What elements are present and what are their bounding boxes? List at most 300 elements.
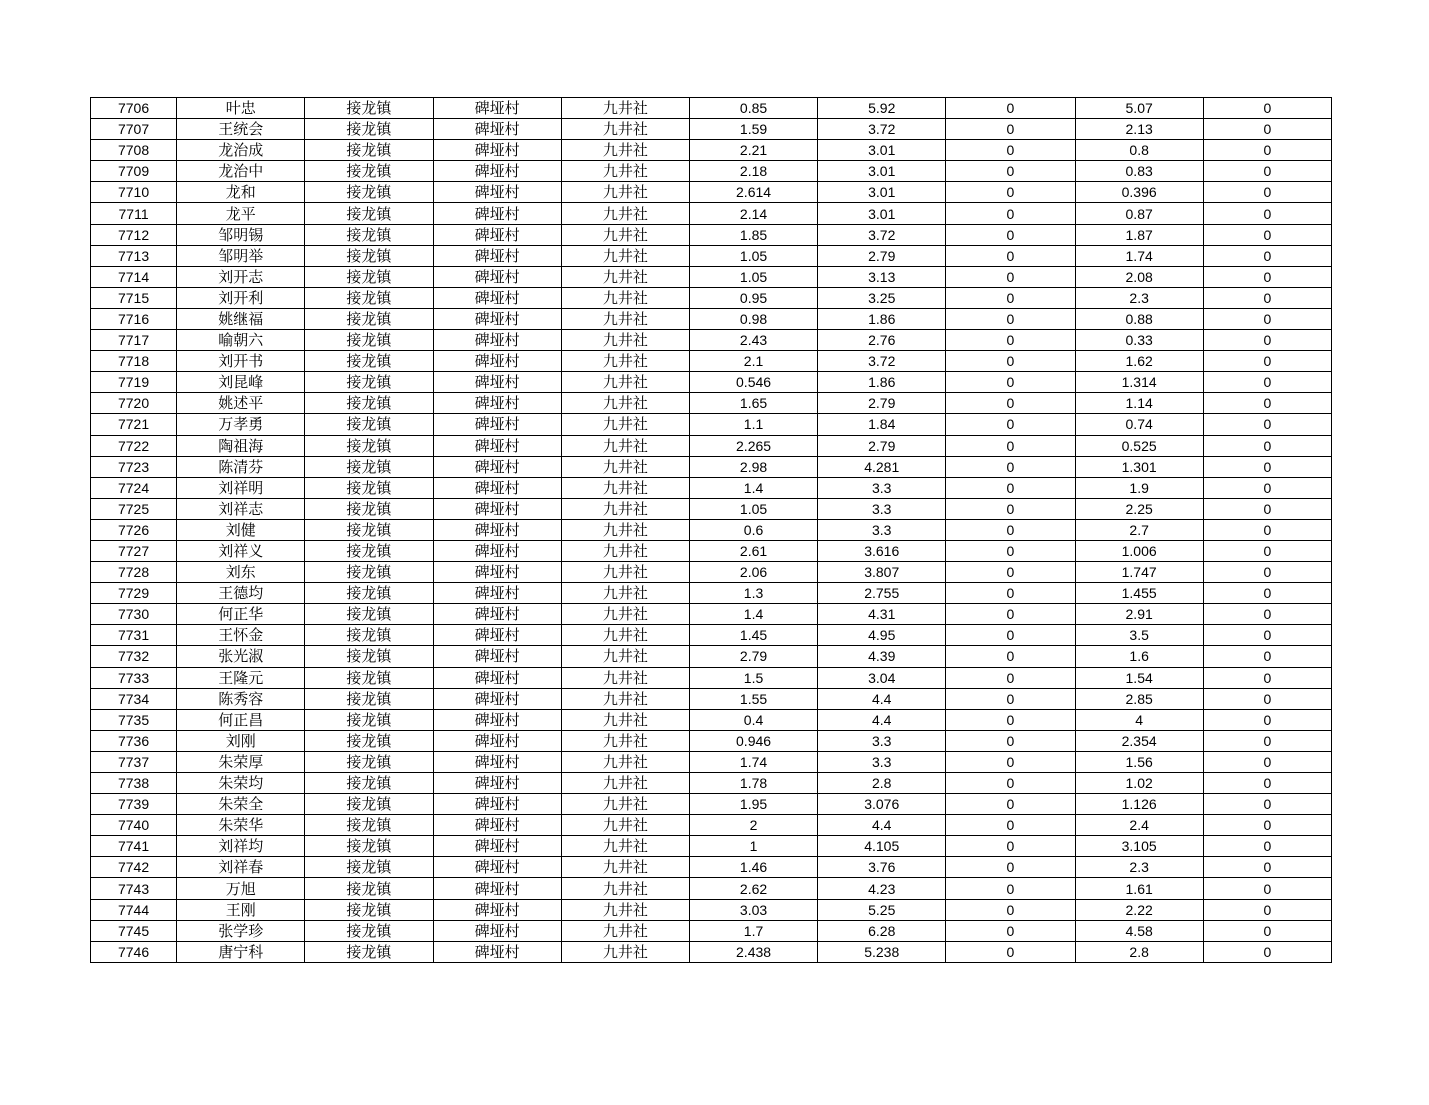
cell-village: 碑垭村 [433, 372, 561, 393]
table-row [91, 878, 1332, 899]
cell-value-b: 4.4 [818, 688, 946, 709]
cell-value-c: 0 [946, 245, 1075, 266]
cell-value-a: 1.05 [689, 245, 817, 266]
cell-name: 刘开书 [177, 351, 305, 372]
cell-value-c: 0 [946, 477, 1075, 498]
cell-value-b: 6.28 [818, 920, 946, 941]
cell-value-b: 2.79 [818, 393, 946, 414]
cell-village: 碑垭村 [433, 161, 561, 182]
cell-record-id: 7721 [91, 414, 177, 435]
cell-record-id: 7733 [91, 667, 177, 688]
cell-name: 龙和 [177, 182, 305, 203]
cell-village: 碑垭村 [433, 751, 561, 772]
cell-group: 九井社 [561, 794, 689, 815]
cell-value-d: 1.126 [1075, 794, 1203, 815]
cell-name: 王怀金 [177, 625, 305, 646]
table-row [91, 435, 1332, 456]
cell-group: 九井社 [561, 941, 689, 962]
table-row [91, 372, 1332, 393]
cell-village: 碑垭村 [433, 287, 561, 308]
cell-value-a: 1.78 [689, 773, 817, 794]
cell-village: 碑垭村 [433, 583, 561, 604]
cell-value-e: 0 [1203, 857, 1331, 878]
cell-village: 碑垭村 [433, 98, 561, 119]
cell-record-id: 7713 [91, 245, 177, 266]
cell-value-a: 2.06 [689, 562, 817, 583]
cell-value-a: 2.21 [689, 140, 817, 161]
cell-value-b: 3.01 [818, 203, 946, 224]
cell-group: 九井社 [561, 667, 689, 688]
cell-name: 朱荣全 [177, 794, 305, 815]
cell-value-e: 0 [1203, 330, 1331, 351]
cell-village: 碑垭村 [433, 456, 561, 477]
cell-record-id: 7736 [91, 730, 177, 751]
cell-value-d: 1.9 [1075, 477, 1203, 498]
cell-town: 接龙镇 [305, 751, 433, 772]
cell-group: 九井社 [561, 583, 689, 604]
cell-town: 接龙镇 [305, 477, 433, 498]
table-row [91, 794, 1332, 815]
cell-value-d: 2.91 [1075, 604, 1203, 625]
cell-group: 九井社 [561, 688, 689, 709]
cell-record-id: 7710 [91, 182, 177, 203]
cell-town: 接龙镇 [305, 815, 433, 836]
cell-name: 王隆元 [177, 667, 305, 688]
cell-value-d: 1.14 [1075, 393, 1203, 414]
cell-town: 接龙镇 [305, 604, 433, 625]
cell-name: 朱荣华 [177, 815, 305, 836]
cell-record-id: 7738 [91, 773, 177, 794]
cell-value-e: 0 [1203, 435, 1331, 456]
cell-village: 碑垭村 [433, 857, 561, 878]
cell-value-a: 0.4 [689, 709, 817, 730]
cell-value-e: 0 [1203, 878, 1331, 899]
cell-value-d: 1.301 [1075, 456, 1203, 477]
cell-town: 接龙镇 [305, 498, 433, 519]
cell-name: 刘昆峰 [177, 372, 305, 393]
cell-town: 接龙镇 [305, 688, 433, 709]
cell-value-b: 3.01 [818, 140, 946, 161]
cell-name: 刘祥春 [177, 857, 305, 878]
cell-value-c: 0 [946, 646, 1075, 667]
cell-town: 接龙镇 [305, 773, 433, 794]
cell-group: 九井社 [561, 836, 689, 857]
cell-value-a: 3.03 [689, 899, 817, 920]
table-row [91, 815, 1332, 836]
cell-value-e: 0 [1203, 836, 1331, 857]
cell-value-d: 2.85 [1075, 688, 1203, 709]
cell-value-c: 0 [946, 498, 1075, 519]
table-row [91, 330, 1332, 351]
cell-town: 接龙镇 [305, 414, 433, 435]
cell-record-id: 7727 [91, 540, 177, 561]
table-row [91, 899, 1332, 920]
cell-village: 碑垭村 [433, 203, 561, 224]
cell-value-b: 4.4 [818, 815, 946, 836]
cell-value-b: 3.72 [818, 224, 946, 245]
cell-value-e: 0 [1203, 287, 1331, 308]
cell-value-e: 0 [1203, 456, 1331, 477]
cell-value-e: 0 [1203, 203, 1331, 224]
cell-value-b: 4.281 [818, 456, 946, 477]
table-row [91, 245, 1332, 266]
cell-name: 王统会 [177, 119, 305, 140]
cell-group: 九井社 [561, 414, 689, 435]
cell-value-e: 0 [1203, 477, 1331, 498]
cell-name: 张学珍 [177, 920, 305, 941]
cell-group: 九井社 [561, 899, 689, 920]
cell-record-id: 7730 [91, 604, 177, 625]
cell-group: 九井社 [561, 815, 689, 836]
table-row [91, 941, 1332, 962]
cell-value-d: 5.07 [1075, 98, 1203, 119]
cell-value-c: 0 [946, 330, 1075, 351]
table-row [91, 287, 1332, 308]
cell-value-a: 2.98 [689, 456, 817, 477]
cell-value-a: 1.7 [689, 920, 817, 941]
cell-record-id: 7718 [91, 351, 177, 372]
table-row [91, 709, 1332, 730]
cell-value-e: 0 [1203, 161, 1331, 182]
cell-value-b: 4.105 [818, 836, 946, 857]
cell-value-d: 2.3 [1075, 857, 1203, 878]
cell-record-id: 7714 [91, 266, 177, 287]
cell-value-a: 1.45 [689, 625, 817, 646]
cell-value-d: 2.7 [1075, 519, 1203, 540]
cell-value-a: 0.85 [689, 98, 817, 119]
cell-value-c: 0 [946, 583, 1075, 604]
cell-village: 碑垭村 [433, 920, 561, 941]
cell-value-c: 0 [946, 266, 1075, 287]
cell-value-d: 4.58 [1075, 920, 1203, 941]
cell-record-id: 7734 [91, 688, 177, 709]
cell-value-b: 3.72 [818, 351, 946, 372]
cell-value-c: 0 [946, 161, 1075, 182]
cell-town: 接龙镇 [305, 266, 433, 287]
cell-town: 接龙镇 [305, 161, 433, 182]
cell-town: 接龙镇 [305, 941, 433, 962]
cell-value-c: 0 [946, 857, 1075, 878]
cell-village: 碑垭村 [433, 646, 561, 667]
cell-group: 九井社 [561, 287, 689, 308]
cell-group: 九井社 [561, 751, 689, 772]
cell-value-a: 0.946 [689, 730, 817, 751]
cell-town: 接龙镇 [305, 730, 433, 751]
cell-record-id: 7744 [91, 899, 177, 920]
cell-value-d: 2.13 [1075, 119, 1203, 140]
cell-group: 九井社 [561, 308, 689, 329]
cell-value-a: 2 [689, 815, 817, 836]
cell-group: 九井社 [561, 266, 689, 287]
cell-value-e: 0 [1203, 351, 1331, 372]
cell-village: 碑垭村 [433, 393, 561, 414]
cell-record-id: 7712 [91, 224, 177, 245]
cell-value-c: 0 [946, 667, 1075, 688]
cell-name: 刘健 [177, 519, 305, 540]
cell-town: 接龙镇 [305, 646, 433, 667]
cell-value-a: 2.265 [689, 435, 817, 456]
cell-value-e: 0 [1203, 751, 1331, 772]
cell-value-d: 1.74 [1075, 245, 1203, 266]
cell-value-e: 0 [1203, 393, 1331, 414]
cell-town: 接龙镇 [305, 920, 433, 941]
cell-value-a: 1.65 [689, 393, 817, 414]
cell-group: 九井社 [561, 625, 689, 646]
cell-value-d: 0.525 [1075, 435, 1203, 456]
table-row [91, 140, 1332, 161]
cell-group: 九井社 [561, 709, 689, 730]
cell-value-c: 0 [946, 435, 1075, 456]
cell-value-a: 1.1 [689, 414, 817, 435]
cell-value-b: 4.31 [818, 604, 946, 625]
cell-value-e: 0 [1203, 941, 1331, 962]
cell-value-b: 3.72 [818, 119, 946, 140]
cell-record-id: 7728 [91, 562, 177, 583]
cell-record-id: 7717 [91, 330, 177, 351]
cell-value-c: 0 [946, 182, 1075, 203]
cell-town: 接龙镇 [305, 836, 433, 857]
cell-town: 接龙镇 [305, 562, 433, 583]
cell-value-d: 0.396 [1075, 182, 1203, 203]
cell-value-d: 2.354 [1075, 730, 1203, 751]
cell-value-b: 2.755 [818, 583, 946, 604]
cell-value-b: 3.04 [818, 667, 946, 688]
table-row [91, 920, 1332, 941]
cell-value-e: 0 [1203, 414, 1331, 435]
cell-record-id: 7737 [91, 751, 177, 772]
cell-village: 碑垭村 [433, 709, 561, 730]
cell-town: 接龙镇 [305, 308, 433, 329]
cell-value-c: 0 [946, 920, 1075, 941]
cell-record-id: 7707 [91, 119, 177, 140]
cell-value-e: 0 [1203, 182, 1331, 203]
cell-value-c: 0 [946, 794, 1075, 815]
cell-value-d: 2.08 [1075, 266, 1203, 287]
cell-value-b: 2.79 [818, 245, 946, 266]
cell-value-a: 1.55 [689, 688, 817, 709]
cell-value-e: 0 [1203, 815, 1331, 836]
table-row [91, 836, 1332, 857]
cell-village: 碑垭村 [433, 182, 561, 203]
cell-record-id: 7746 [91, 941, 177, 962]
cell-town: 接龙镇 [305, 287, 433, 308]
cell-value-c: 0 [946, 351, 1075, 372]
cell-value-b: 1.84 [818, 414, 946, 435]
cell-value-e: 0 [1203, 730, 1331, 751]
table-body [91, 98, 1332, 963]
cell-village: 碑垭村 [433, 941, 561, 962]
cell-name: 何正昌 [177, 709, 305, 730]
table-row [91, 751, 1332, 772]
cell-value-b: 1.86 [818, 308, 946, 329]
cell-value-b: 4.4 [818, 709, 946, 730]
cell-record-id: 7731 [91, 625, 177, 646]
cell-group: 九井社 [561, 140, 689, 161]
cell-value-a: 0.95 [689, 287, 817, 308]
cell-village: 碑垭村 [433, 414, 561, 435]
cell-town: 接龙镇 [305, 435, 433, 456]
cell-name: 刘东 [177, 562, 305, 583]
table-row [91, 456, 1332, 477]
cell-value-e: 0 [1203, 625, 1331, 646]
table-row [91, 519, 1332, 540]
cell-value-d: 0.88 [1075, 308, 1203, 329]
cell-name: 邹明举 [177, 245, 305, 266]
table-row [91, 688, 1332, 709]
cell-value-a: 2.43 [689, 330, 817, 351]
table-row [91, 773, 1332, 794]
cell-value-d: 3.105 [1075, 836, 1203, 857]
cell-value-e: 0 [1203, 562, 1331, 583]
cell-value-c: 0 [946, 519, 1075, 540]
cell-group: 九井社 [561, 330, 689, 351]
cell-value-a: 2.62 [689, 878, 817, 899]
cell-record-id: 7740 [91, 815, 177, 836]
table-row [91, 308, 1332, 329]
cell-group: 九井社 [561, 456, 689, 477]
cell-value-a: 2.614 [689, 182, 817, 203]
cell-group: 九井社 [561, 393, 689, 414]
cell-value-d: 2.4 [1075, 815, 1203, 836]
cell-value-d: 1.61 [1075, 878, 1203, 899]
cell-value-d: 0.33 [1075, 330, 1203, 351]
cell-value-a: 0.98 [689, 308, 817, 329]
cell-value-e: 0 [1203, 245, 1331, 266]
cell-value-a: 1 [689, 836, 817, 857]
cell-value-b: 3.01 [818, 182, 946, 203]
cell-town: 接龙镇 [305, 540, 433, 561]
cell-name: 王刚 [177, 899, 305, 920]
cell-town: 接龙镇 [305, 330, 433, 351]
cell-value-c: 0 [946, 203, 1075, 224]
cell-value-d: 1.455 [1075, 583, 1203, 604]
cell-value-d: 1.747 [1075, 562, 1203, 583]
cell-value-d: 0.87 [1075, 203, 1203, 224]
cell-value-e: 0 [1203, 266, 1331, 287]
cell-record-id: 7725 [91, 498, 177, 519]
cell-group: 九井社 [561, 920, 689, 941]
cell-record-id: 7724 [91, 477, 177, 498]
cell-value-b: 1.86 [818, 372, 946, 393]
cell-value-a: 1.05 [689, 498, 817, 519]
cell-name: 刘祥志 [177, 498, 305, 519]
cell-value-b: 4.95 [818, 625, 946, 646]
cell-value-d: 0.74 [1075, 414, 1203, 435]
cell-value-d: 1.02 [1075, 773, 1203, 794]
cell-value-b: 3.01 [818, 161, 946, 182]
cell-value-d: 1.6 [1075, 646, 1203, 667]
cell-name: 朱荣均 [177, 773, 305, 794]
cell-group: 九井社 [561, 98, 689, 119]
cell-value-e: 0 [1203, 519, 1331, 540]
cell-village: 碑垭村 [433, 498, 561, 519]
cell-town: 接龙镇 [305, 182, 433, 203]
cell-record-id: 7739 [91, 794, 177, 815]
cell-village: 碑垭村 [433, 773, 561, 794]
cell-name: 万孝勇 [177, 414, 305, 435]
cell-name: 刘刚 [177, 730, 305, 751]
cell-name: 龙治中 [177, 161, 305, 182]
table-row [91, 604, 1332, 625]
cell-value-e: 0 [1203, 794, 1331, 815]
cell-group: 九井社 [561, 646, 689, 667]
cell-value-c: 0 [946, 393, 1075, 414]
cell-name: 姚述平 [177, 393, 305, 414]
cell-value-e: 0 [1203, 688, 1331, 709]
cell-value-d: 2.25 [1075, 498, 1203, 519]
cell-town: 接龙镇 [305, 625, 433, 646]
cell-value-c: 0 [946, 709, 1075, 730]
cell-town: 接龙镇 [305, 98, 433, 119]
table-row [91, 646, 1332, 667]
cell-name: 刘祥均 [177, 836, 305, 857]
cell-value-d: 3.5 [1075, 625, 1203, 646]
table-row [91, 625, 1332, 646]
cell-value-b: 3.616 [818, 540, 946, 561]
table-row [91, 224, 1332, 245]
cell-town: 接龙镇 [305, 203, 433, 224]
table-row [91, 857, 1332, 878]
cell-value-d: 0.8 [1075, 140, 1203, 161]
cell-town: 接龙镇 [305, 393, 433, 414]
cell-value-c: 0 [946, 751, 1075, 772]
cell-value-e: 0 [1203, 308, 1331, 329]
cell-group: 九井社 [561, 857, 689, 878]
cell-village: 碑垭村 [433, 836, 561, 857]
cell-village: 碑垭村 [433, 435, 561, 456]
cell-value-c: 0 [946, 287, 1075, 308]
cell-name: 刘开利 [177, 287, 305, 308]
cell-value-e: 0 [1203, 646, 1331, 667]
cell-record-id: 7716 [91, 308, 177, 329]
cell-village: 碑垭村 [433, 562, 561, 583]
table-row [91, 730, 1332, 751]
cell-group: 九井社 [561, 351, 689, 372]
cell-value-d: 2.3 [1075, 287, 1203, 308]
table-row [91, 393, 1332, 414]
cell-value-c: 0 [946, 688, 1075, 709]
cell-town: 接龙镇 [305, 119, 433, 140]
cell-value-e: 0 [1203, 372, 1331, 393]
cell-record-id: 7706 [91, 98, 177, 119]
cell-value-c: 0 [946, 730, 1075, 751]
cell-value-a: 2.438 [689, 941, 817, 962]
cell-value-b: 3.76 [818, 857, 946, 878]
cell-town: 接龙镇 [305, 224, 433, 245]
cell-village: 碑垭村 [433, 540, 561, 561]
cell-value-e: 0 [1203, 540, 1331, 561]
cell-value-a: 1.74 [689, 751, 817, 772]
cell-name: 陈秀容 [177, 688, 305, 709]
cell-value-a: 1.59 [689, 119, 817, 140]
cell-village: 碑垭村 [433, 308, 561, 329]
cell-group: 九井社 [561, 161, 689, 182]
cell-value-c: 0 [946, 98, 1075, 119]
cell-value-d: 1.314 [1075, 372, 1203, 393]
cell-name: 万旭 [177, 878, 305, 899]
table-row [91, 498, 1332, 519]
cell-village: 碑垭村 [433, 688, 561, 709]
table-row [91, 414, 1332, 435]
cell-group: 九井社 [561, 730, 689, 751]
cell-village: 碑垭村 [433, 604, 561, 625]
cell-value-b: 5.25 [818, 899, 946, 920]
cell-name: 唐宁科 [177, 941, 305, 962]
cell-value-e: 0 [1203, 224, 1331, 245]
cell-group: 九井社 [561, 224, 689, 245]
cell-village: 碑垭村 [433, 878, 561, 899]
cell-value-c: 0 [946, 308, 1075, 329]
